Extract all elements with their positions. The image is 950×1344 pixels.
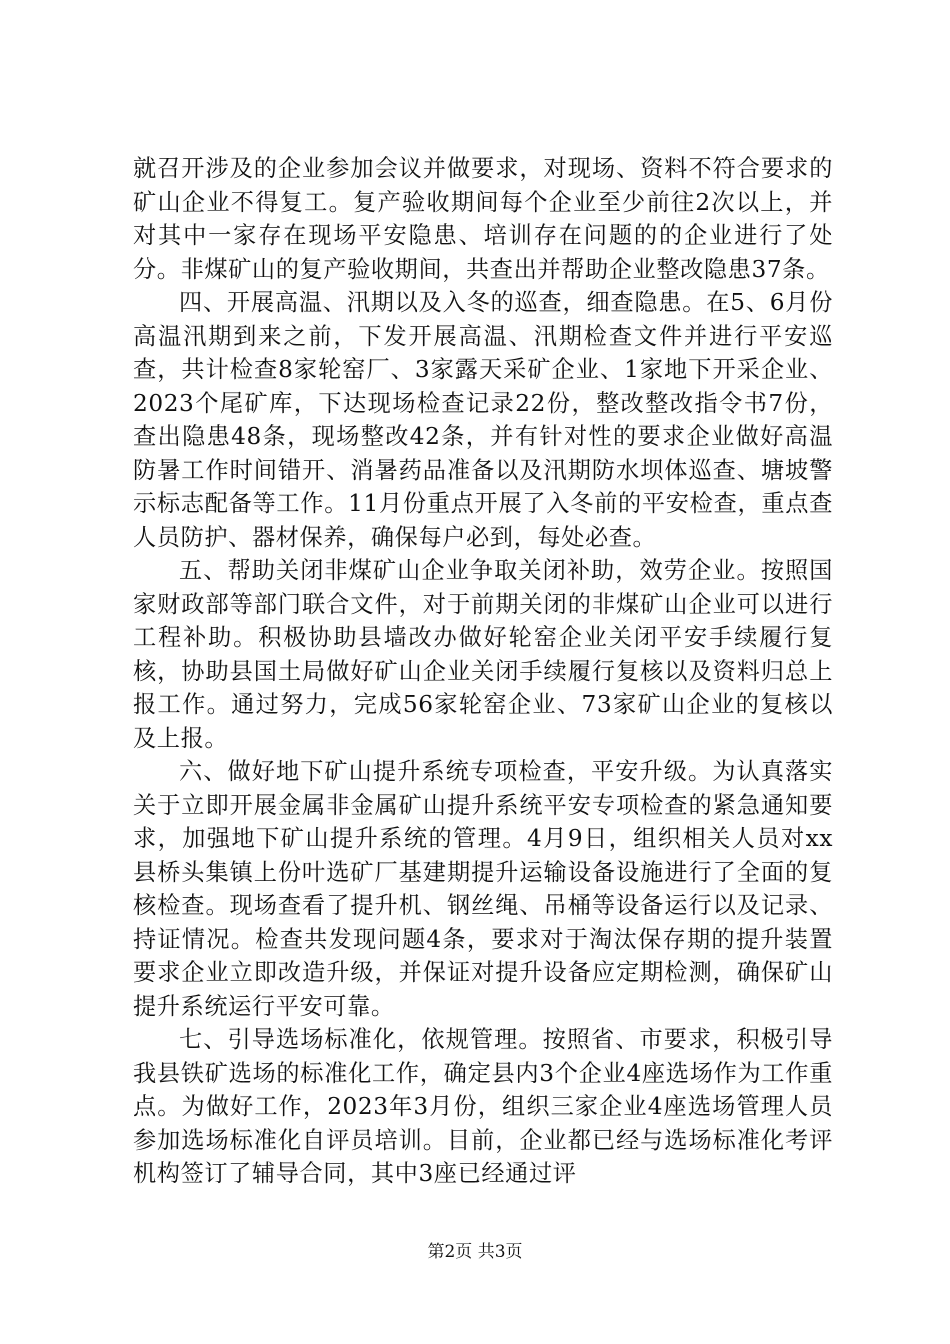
paragraph-section-7: 七、引导选场标准化，依规管理。按照省、市要求，积极引导我县铁矿选场的标准化工作，确定县内3个企业4座选场作为工作重点。为做好工作，2023年3月份，组织三家企业4座选场管理人员参加选场标准化自评员培训。目前，企业都已经与选场标准化考评机构签订了辅导合同，其中3座已经通过评 <box>133 1026 833 1187</box>
paragraph-section-6: 六、做好地下矿山提升系统专项检查，平安升级。为认真落实关于立即开展金属非金属矿山提升系统平安专项检查的紧急通知要求，加强地下矿山提升系统的管理。4月9日，组织相关人员对xx县桥头集镇上份叶选矿厂基建期提升运输设备设施进行了全面的复核检查。现场查看了提升机、钢丝绳、吊桶等设备运行以及记录、持证情况。检查共发现问题4条，要求对于淘汰保存期的提升装置要求企业立即改造升级，并保证对提升设备应定期检测，确保矿山提升系统运行平安可靠。 <box>133 758 833 1020</box>
paragraph-section-4: 四、开展高温、汛期以及入冬的巡查，细查隐患。在5、6月份高温汛期到来之前，下发开展高温、汛期检查文件并进行平安巡查，共计检查8家轮窑厂、3家露天采矿企业、1家地下开采企业、2023个尾矿库，下达现场检查记录22份，整改整改指令书7份，查出隐患48条，现场整改42条，并有针对性的要求企业做好高温防暑工作时间错开、消暑药品准备以及汛期防水坝体巡查、塘坡警示标志配备等工作。11月份重点开展了入冬前的平安检查，重点查人员防护、器材保养，确保每户必到，每处必查。 <box>133 289 833 551</box>
paragraph-continued: 就召开涉及的企业参加会议并做要求，对现场、资料不符合要求的矿山企业不得复工。复产验收期间每个企业至少前往2次以上，并对其中一家存在现场平安隐患、培训存在问题的的企业进行了处分。非煤矿山的复产验收期间，共查出并帮助企业整改隐患37条。 <box>133 155 833 283</box>
document-body <box>133 152 833 1191</box>
page-footer: 第2页 共3页 <box>427 1242 523 1262</box>
paragraph-section-5: 五、帮助关闭非煤矿山企业争取关闭补助，效劳企业。按照国家财政部等部门联合文件，对于前期关闭的非煤矿山企业可以进行工程补助。积极协助县墙改办做好轮窑企业关闭平安手续履行复核，协助县国土局做好矿山企业关闭手续履行复核以及资料归总上报工作。通过努力，完成56家轮窑企业、73家矿山企业的复核以及上报。 <box>133 557 833 752</box>
